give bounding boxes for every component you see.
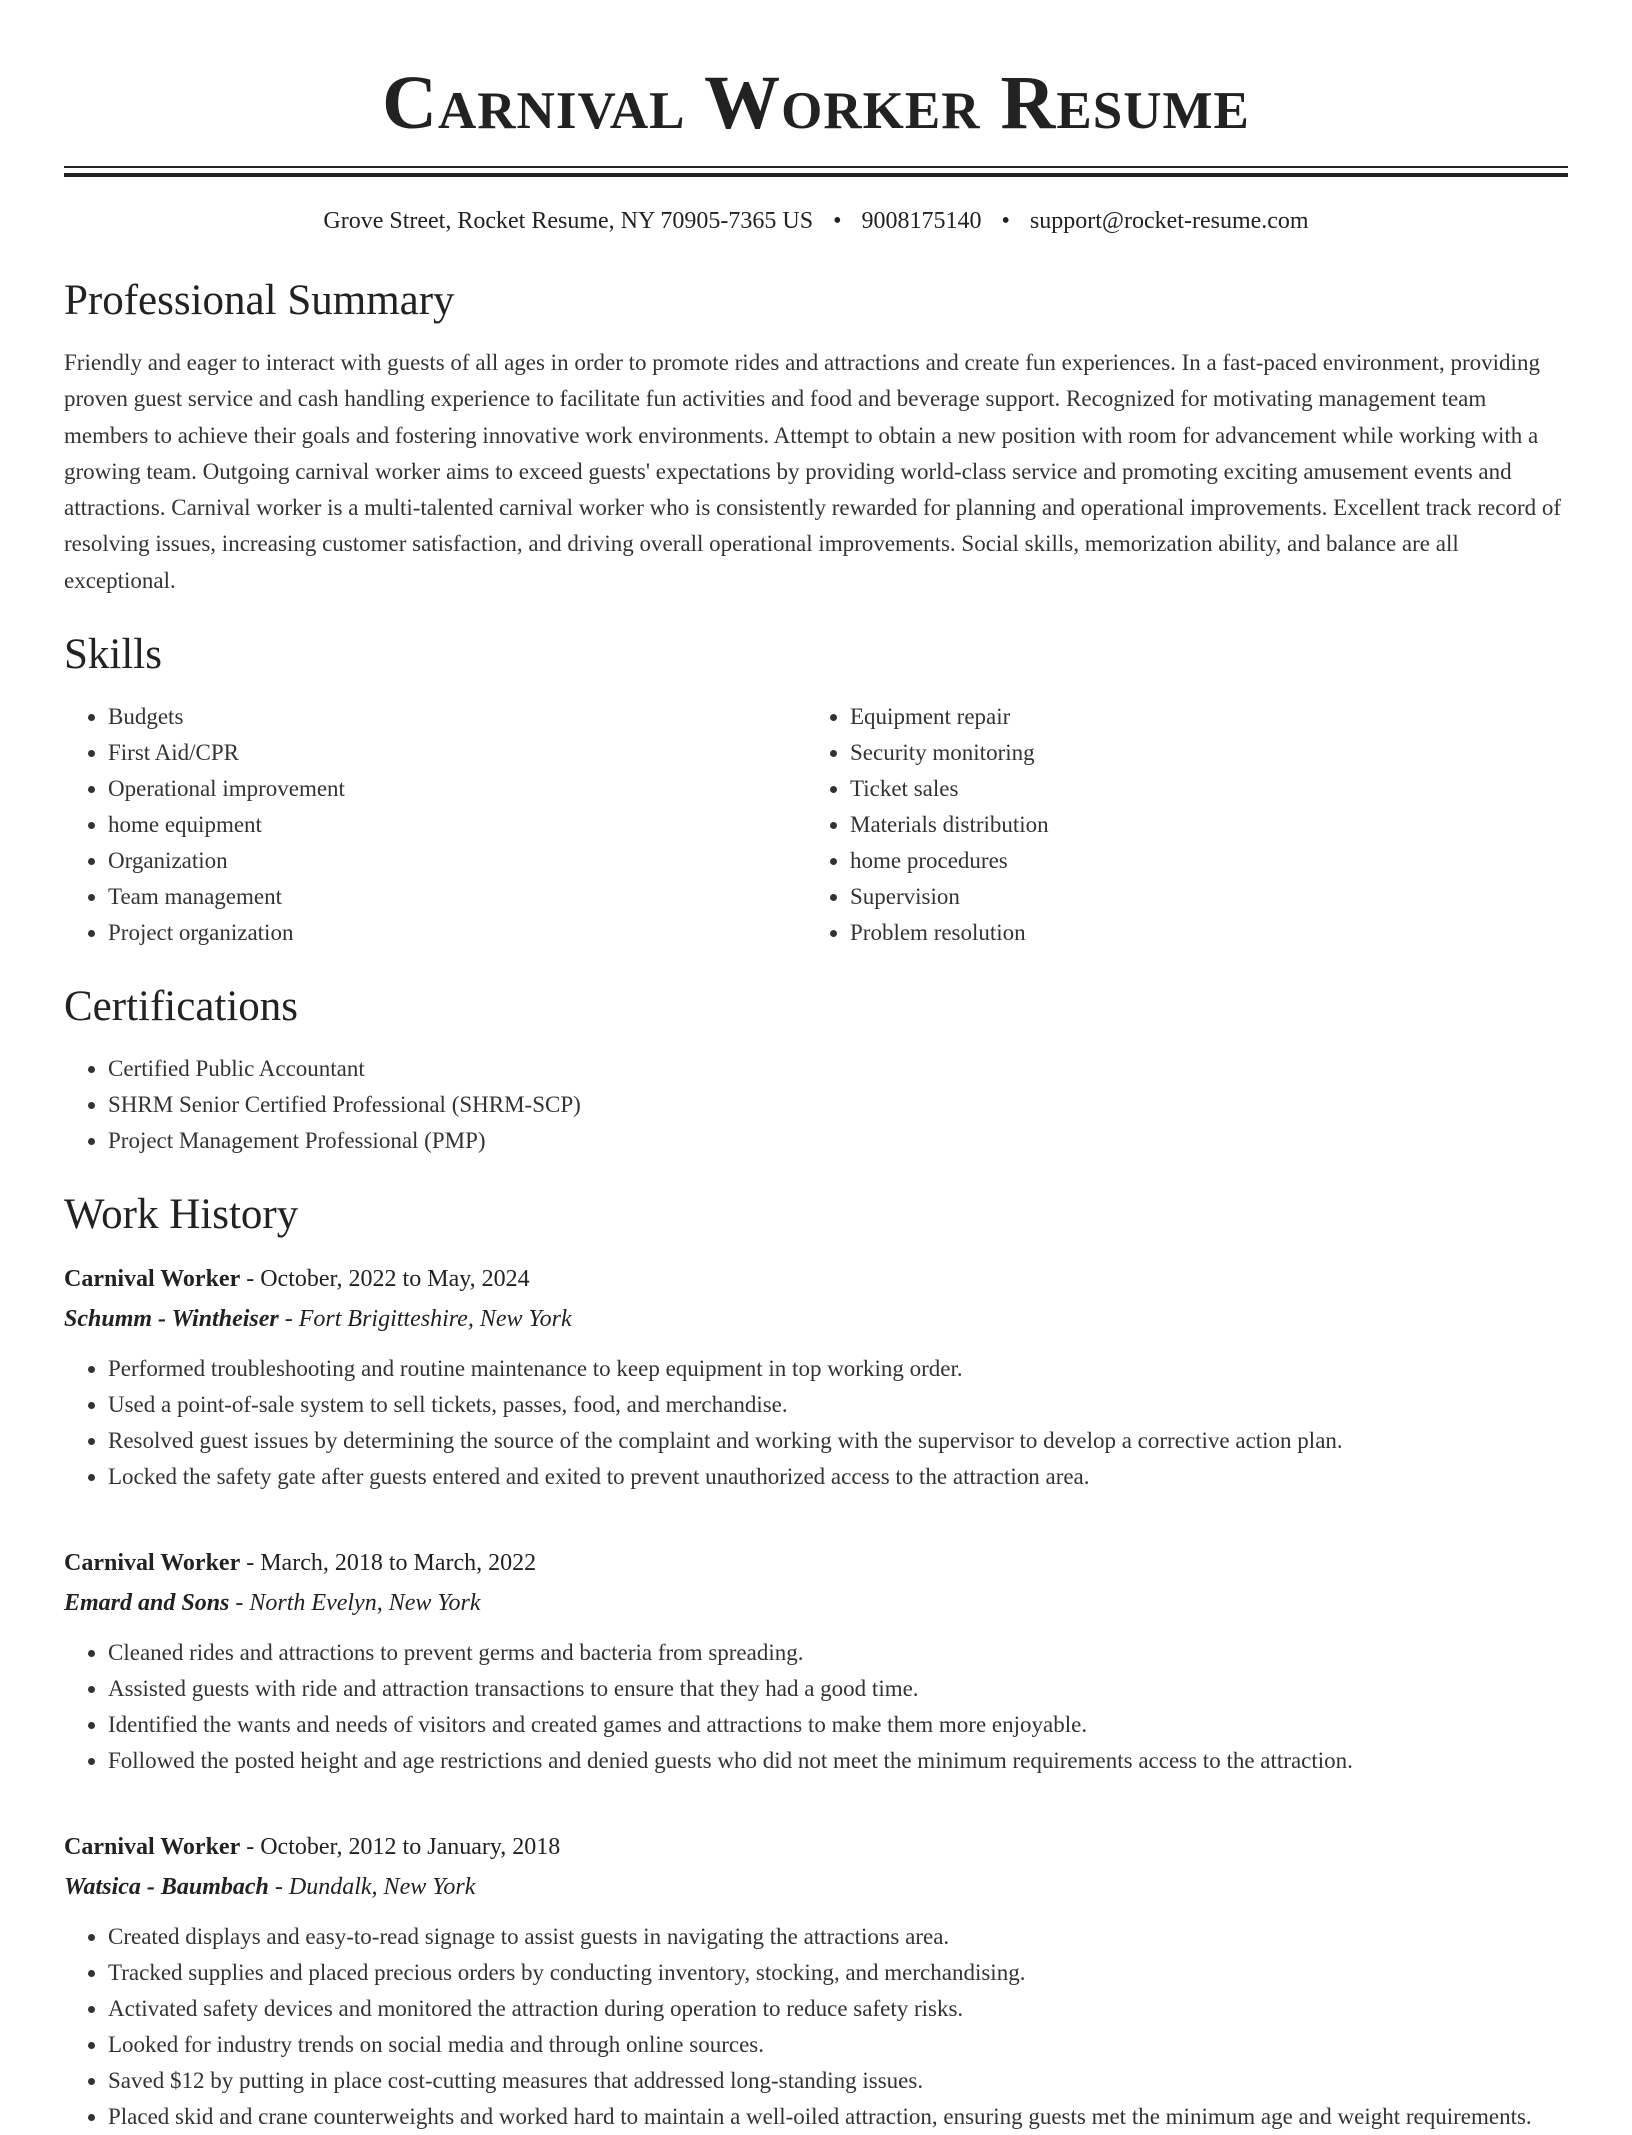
job-title: Carnival Worker — [64, 1266, 241, 1293]
job-dates: October, 2012 to January, 2018 — [260, 1834, 561, 1861]
contact-separator: • — [1001, 208, 1010, 234]
skill-item: • Materials distribution — [850, 807, 1548, 843]
job-bullet: • Used a point-of-sale system to sell tickets, passes, food, and merchandise. — [108, 1387, 1568, 1423]
job-bullet: • Tracked supplies and placed precious orders by conducting inventory, stocking, and merchandising. — [108, 1955, 1568, 1991]
certification-item: • Certified Public Accountant — [108, 1051, 1568, 1087]
job-company: Emard and Sons — [64, 1590, 230, 1617]
skill-item: • Budgets — [108, 699, 806, 735]
job-dates: October, 2022 to May, 2024 — [260, 1266, 530, 1293]
job-bullet: • Followed the posted height and age restrictions and denied guests who did not meet the minimum requirements access to the attraction. — [108, 1743, 1568, 1779]
certification-item: • Project Management Professional (PMP) — [108, 1123, 1568, 1159]
skill-item: • home equipment — [108, 807, 806, 843]
job-bullet: • Locked the safety gate after guests entered and exited to prevent unauthorized access to the attraction area. — [108, 1459, 1568, 1495]
skill-item: • First Aid/CPR — [108, 735, 806, 771]
skill-item: • Organization — [108, 843, 806, 879]
job-company-line: Watsica - Baumbach - Dundalk, New York — [64, 1874, 476, 1901]
job-entry — [64, 1827, 1568, 2135]
skill-item: • Ticket sales — [850, 771, 1548, 807]
contact-separator: • — [833, 208, 842, 234]
skills-right-list — [806, 699, 1548, 951]
contact-email: support@rocket-resume.com — [1029, 208, 1309, 234]
page-title: Carnival Worker Resume — [382, 61, 1250, 145]
contact-line — [64, 205, 1568, 237]
summary-text: Friendly and eager to interact with guests of all ages in order to promote rides and attractions and create fun experiences. In a fast-paced environment, providing proven guest service and cash handling experience to facilitate fun activities and food and beverage support. Recognized for motivating management team members to achieve their goals and fostering innovative work environments. Attempt to obtain a new position with room for advancement while working with a growing team. Outgoing carnival worker aims to exceed guests' expectations by providing world-class service and promoting exciting amusement events and attractions. Carnival worker is a multi-talented carnival worker who is consistently rewarded for planning and operational improvements. Excellent track record of resolving issues, increasing customer satisfaction, and driving overall operational improvements. Social skills, memorization ability, and balance are all exceptional. — [64, 350, 1562, 593]
skill-item: • Project organization — [108, 915, 806, 951]
job-title-line: Carnival Worker - March, 2018 to March, 2022 — [64, 1550, 537, 1577]
certifications-list — [64, 1051, 1568, 1159]
skill-item: • Operational improvement — [108, 771, 806, 807]
skill-item: • Team management — [108, 879, 806, 915]
skill-item: • Security monitoring — [850, 735, 1548, 771]
skill-item: • home procedures — [850, 843, 1548, 879]
skills-grid — [64, 699, 1568, 951]
job-bullet: • Identified the wants and needs of visitors and created games and attractions to make them more enjoyable. — [108, 1707, 1568, 1743]
job-bullet: • Created displays and easy-to-read signage to assist guests in navigating the attractions area. — [108, 1919, 1568, 1955]
job-bullet: • Performed troubleshooting and routine maintenance to keep equipment in top working order. — [108, 1351, 1568, 1387]
contact-phone: 9008175140 — [861, 208, 982, 234]
job-location: Fort Brigitteshire, New York — [298, 1306, 572, 1333]
title-divider — [64, 166, 1568, 177]
skills-left-list — [64, 699, 806, 951]
job-title-line: Carnival Worker - October, 2012 to January, 2018 — [64, 1834, 561, 1861]
job-bullets — [64, 1351, 1568, 1495]
certifications-heading: Certifications — [64, 983, 299, 1031]
job-bullet: • Looked for industry trends on social media and through online sources. — [108, 2027, 1568, 2063]
job-bullet: • Placed skid and crane counterweights and worked hard to maintain a well-oiled attraction, ensuring guests met the minimum age and weight requirements. — [108, 2099, 1568, 2135]
skills-heading: Skills — [64, 631, 162, 679]
job-company-line: Emard and Sons - North Evelyn, New York — [64, 1590, 481, 1617]
job-title: Carnival Worker — [64, 1834, 241, 1861]
resume-page — [64, 0, 1568, 2135]
job-location: North Evelyn, New York — [249, 1590, 481, 1617]
job-company: Schumm - Wintheiser — [64, 1306, 279, 1333]
job-title-line: Carnival Worker - October, 2022 to May, 2024 — [64, 1266, 530, 1293]
job-bullet: • Assisted guests with ride and attraction transactions to ensure that they had a good time. — [108, 1671, 1568, 1707]
job-bullet: • Resolved guest issues by determining the source of the complaint and working with the supervisor to develop a corrective action plan. — [108, 1423, 1568, 1459]
work-history-heading: Work History — [64, 1191, 299, 1239]
job-company: Watsica - Baumbach — [64, 1874, 269, 1901]
job-bullet: • Saved $12 by putting in place cost-cutting measures that addressed long-standing issues. — [108, 2063, 1568, 2099]
skill-item: • Equipment repair — [850, 699, 1548, 735]
certification-item: • SHRM Senior Certified Professional (SHRM-SCP) — [108, 1087, 1568, 1123]
summary-heading: Professional Summary — [64, 277, 455, 324]
job-bullet: • Cleaned rides and attractions to prevent germs and bacteria from spreading. — [108, 1635, 1568, 1671]
skill-item: • Supervision — [850, 879, 1548, 915]
job-entry — [64, 1259, 1568, 1495]
skill-item: • Problem resolution — [850, 915, 1548, 951]
job-entry — [64, 1543, 1568, 1779]
job-company-line: Schumm - Wintheiser - Fort Brigitteshire, New York — [64, 1306, 572, 1333]
job-bullets — [64, 1919, 1568, 2135]
job-bullets — [64, 1635, 1568, 1779]
job-dates: March, 2018 to March, 2022 — [260, 1550, 537, 1577]
job-bullet: • Activated safety devices and monitored the attraction during operation to reduce safety risks. — [108, 1991, 1568, 2027]
contact-address: Grove Street, Rocket Resume, NY 70905-7365 US — [323, 208, 814, 234]
job-title: Carnival Worker — [64, 1550, 241, 1577]
job-location: Dundalk, New York — [288, 1874, 476, 1901]
